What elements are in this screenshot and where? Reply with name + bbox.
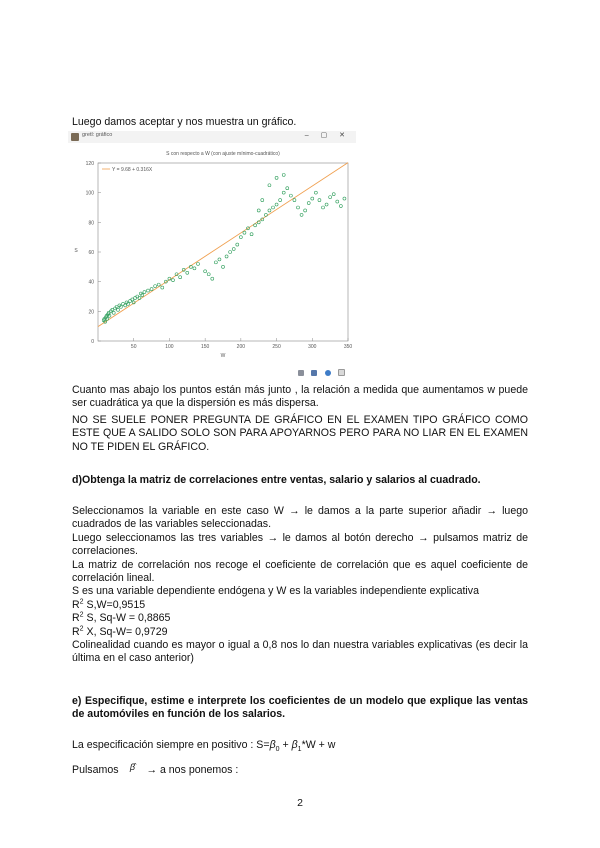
data-point <box>307 202 310 205</box>
data-point <box>304 209 307 212</box>
data-point <box>275 176 278 179</box>
data-point <box>154 285 157 288</box>
beta-hat-icon[interactable]: β̂ <box>129 762 136 772</box>
specification-line: La especificación siempre en positivo : $S=\beta_0 + \beta_1*W + w$ <box>72 739 336 754</box>
data-point <box>129 299 132 302</box>
d-line: Luego seleccionamos las tres variables → le damos al botón derecho → pulsamos matriz de correlaciones. <box>72 531 528 558</box>
y-tick-label: 60 <box>88 250 94 256</box>
data-point <box>207 273 210 276</box>
data-point <box>282 191 285 194</box>
data-point <box>122 302 125 305</box>
menu-icon[interactable] <box>298 370 304 376</box>
y-tick-label: 0 <box>91 339 94 345</box>
data-point <box>157 283 160 286</box>
paragraph-dispersion: Cuanto mas abajo los puntos están más junto , la relación a medida que aumentamos w puede ser cuadrática ya que la dispersión es más dispersa. <box>72 384 528 410</box>
chart-title: S con respecto a W (con ajuste mínimo-cuadrático) <box>166 151 280 157</box>
data-point <box>268 209 271 212</box>
y-tick-label: 120 <box>85 161 94 167</box>
data-point <box>275 203 278 206</box>
data-point <box>322 206 325 209</box>
data-point <box>147 289 150 292</box>
page-number: 2 <box>297 797 303 809</box>
intro-text: Luego damos aceptar y nos muestra un gráfico. <box>72 116 297 128</box>
y-tick-label: 80 <box>88 220 94 227</box>
fit-line <box>98 163 348 327</box>
y-tick-label: 20 <box>88 309 94 316</box>
data-point <box>336 200 339 203</box>
x-tick-label: 200 <box>236 344 246 350</box>
pulsamos-line: Pulsamos β̂ → a nos ponemos : <box>72 762 239 776</box>
window-controls[interactable]: – ▢ ✕ <box>304 132 350 139</box>
data-point <box>254 224 257 227</box>
data-point <box>117 308 120 311</box>
close-graph-icon[interactable] <box>338 369 345 376</box>
x-tick-label: 150 <box>200 344 210 350</box>
data-point <box>261 199 264 202</box>
data-point <box>161 286 164 289</box>
data-point <box>186 271 189 274</box>
data-point <box>211 277 214 280</box>
data-point <box>150 288 153 291</box>
y-tick-label: 100 <box>85 190 94 197</box>
window-title: gretl: gráfico <box>82 132 113 138</box>
data-point <box>339 205 342 208</box>
data-point <box>325 203 328 206</box>
data-point <box>143 291 146 294</box>
data-point <box>282 173 285 176</box>
heading-d: d)Obtenga la matriz de correlaciones entre ventas, salario y salarios al cuadrado. <box>72 474 481 486</box>
x-tick-label: 250 <box>272 344 281 350</box>
data-point <box>193 267 196 270</box>
x-tick-label: 100 <box>165 344 174 350</box>
data-point <box>204 270 207 273</box>
colinearity-note: Colinealidad cuando es mayor o igual a 0,8 nos lo dan nuestra variables explicativas (es decir la última en el caso anterior) <box>72 639 528 665</box>
x-axis-label: W <box>220 353 226 359</box>
data-point <box>243 231 246 234</box>
zoom-icon[interactable] <box>311 370 317 376</box>
data-point <box>222 265 225 268</box>
data-point <box>329 196 332 199</box>
r-line: $R^2$ X, Sq-W= 0,9729 <box>72 625 168 638</box>
data-point <box>286 187 289 190</box>
data-point <box>179 276 182 279</box>
data-point <box>250 233 253 236</box>
scatter-chart <box>68 143 356 373</box>
data-point <box>343 197 346 200</box>
data-point <box>218 258 221 261</box>
y-axis-label: S <box>74 248 78 254</box>
data-point <box>172 279 175 282</box>
plot-frame <box>98 163 348 341</box>
data-point <box>225 255 228 258</box>
data-point <box>289 194 292 197</box>
legend-label: Y = 9.68 + 0.316X <box>112 167 153 173</box>
d-line: La matriz de correlación nos recoge el coeficiente de correlación que es aquel coeficiente de correlación lineal. <box>72 558 528 585</box>
x-tick-label: 350 <box>343 344 353 350</box>
data-point <box>272 206 275 209</box>
x-tick-label: 50 <box>130 344 137 350</box>
r-line: $R^2$ S,W=0,9515 <box>72 598 146 611</box>
data-point <box>214 261 217 264</box>
data-point <box>257 209 260 212</box>
data-point <box>131 298 134 301</box>
data-point <box>279 199 282 202</box>
heading-e: e) Especifique, estime e interprete los coeficientes de un modelo que explique las ventas de automóviles en función de los salarios. <box>72 695 528 721</box>
globe-icon[interactable] <box>325 370 331 376</box>
data-point <box>300 213 303 216</box>
paragraph-exam-note: NO SE SUELE PONER PREGUNTA DE GRÁFICO EN EL EXAMEN TIPO GRÁFICO COMO ESTE QUE A SALIDO SOLO SON PARA APOYARNOS PERO PARA NO LIAR EN EL EXAMEN NO TE PIDEN EL GRÁFICO. <box>72 414 528 453</box>
graph-window <box>68 131 356 374</box>
d-line: Seleccionamos la variable en este caso W → le damos a la parte superior añadir → luego cuadrados de las variables seleccionadas. <box>72 505 528 531</box>
data-point <box>332 193 335 196</box>
data-point <box>314 191 317 194</box>
data-point <box>124 304 127 307</box>
data-point <box>297 206 300 209</box>
graph-toolbar <box>298 363 348 381</box>
data-point <box>229 251 232 254</box>
data-point <box>236 243 239 246</box>
x-tick-label: 300 <box>308 344 317 350</box>
data-point <box>136 295 139 298</box>
gretl-app-icon <box>71 133 79 141</box>
window-titlebar <box>68 131 356 143</box>
y-tick-label: 40 <box>88 279 94 286</box>
data-point <box>293 199 296 202</box>
d-line: S es una variable dependiente endógena y W es la variables independiente explicativa <box>72 585 479 598</box>
data-point <box>197 262 200 265</box>
data-point <box>268 184 271 187</box>
data-point <box>232 248 235 251</box>
data-point <box>318 199 321 202</box>
data-point <box>112 311 115 314</box>
data-point <box>134 296 137 299</box>
data-point <box>239 236 242 239</box>
data-point <box>311 197 314 200</box>
section-d-body <box>72 505 528 666</box>
r-line: $R^2$ S, Sq-W = 0,8865 <box>72 611 171 625</box>
